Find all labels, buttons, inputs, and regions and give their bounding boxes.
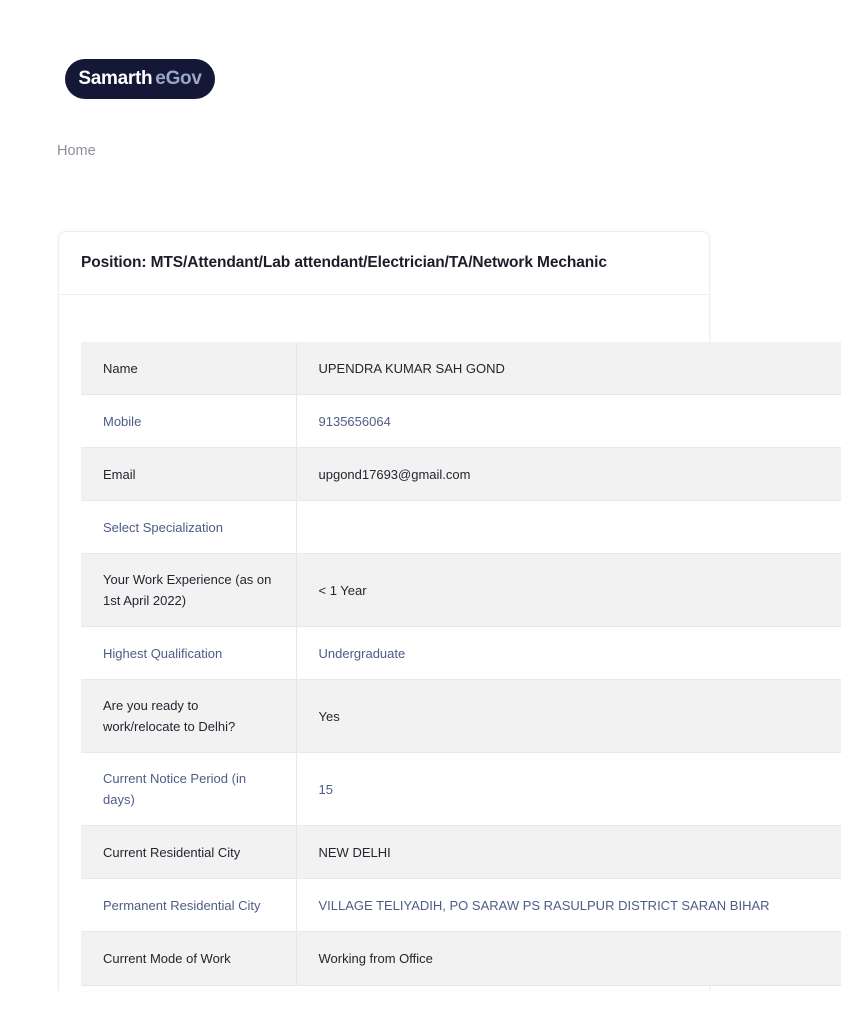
row-label: Are you ready to work/relocate to Delhi? [81, 680, 296, 753]
breadcrumb-home-link[interactable]: Home [57, 143, 96, 159]
row-value: 15 [296, 753, 841, 826]
table-row-current-city [81, 826, 841, 879]
row-value: < 1 Year [296, 554, 841, 627]
row-value: NEW DELHI [296, 826, 841, 879]
row-value: Undergraduate [296, 627, 841, 680]
row-value: Working from Office [296, 932, 841, 986]
table-row-relocate [81, 680, 841, 753]
applicant-details-table [81, 342, 841, 986]
row-label: Mobile [81, 395, 296, 448]
row-label: Select Specialization [81, 501, 296, 554]
logo-secondary-text: eGov [155, 68, 202, 89]
row-value: VILLAGE TELIYADIH, PO SARAW PS RASULPUR DISTRICT SARAN BIHAR [296, 879, 841, 932]
row-label: Current Notice Period (in days) [81, 753, 296, 826]
row-value: Yes [296, 680, 841, 753]
table-row-mode-of-work [81, 932, 841, 986]
application-details-card [58, 231, 770, 991]
card-header [59, 232, 709, 295]
table-row-specialization [81, 501, 841, 554]
row-value: UPENDRA KUMAR SAH GOND [296, 342, 841, 395]
row-value [296, 501, 841, 554]
table-row-email [81, 448, 841, 501]
row-label: Your Work Experience (as on 1st April 2022) [81, 554, 296, 627]
row-label: Current Mode of Work [81, 932, 296, 986]
details-table-wrapper[interactable] [81, 342, 770, 986]
table-row-permanent-city [81, 879, 841, 932]
table-row-work-experience [81, 554, 841, 627]
table-row-mobile [81, 395, 841, 448]
table-row-notice-period [81, 753, 841, 826]
row-label: Permanent Residential City [81, 879, 296, 932]
table-row-name [81, 342, 841, 395]
row-label: Name [81, 342, 296, 395]
row-label: Email [81, 448, 296, 501]
row-label: Current Residential City [81, 826, 296, 879]
position-title: Position: MTS/Attendant/Lab attendant/Electrician/TA/Network Mechanic [81, 254, 607, 271]
table-row-qualification [81, 627, 841, 680]
row-value: 9135656064 [296, 395, 841, 448]
samarth-egov-logo[interactable] [65, 59, 215, 99]
row-value: upgond17693@gmail.com [296, 448, 841, 501]
logo-primary-text: Samarth [78, 68, 153, 89]
row-label: Highest Qualification [81, 627, 296, 680]
